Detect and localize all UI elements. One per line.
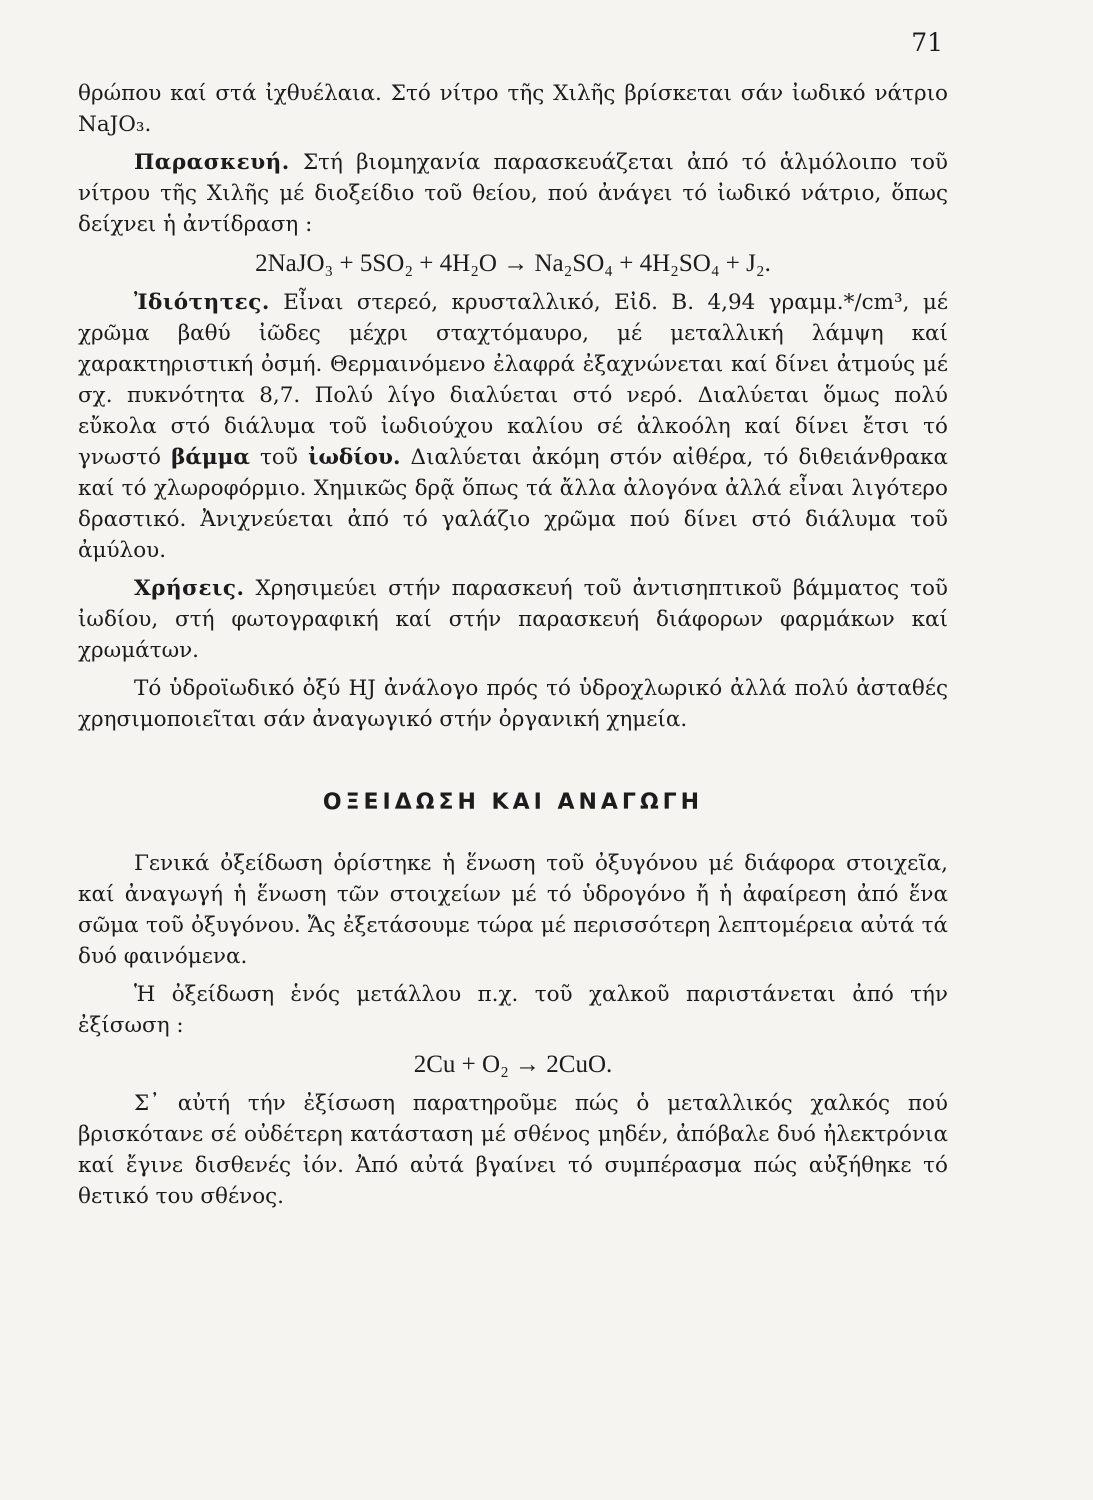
uses-text: Χρησιμεύει στήν παρασκευή τοῦ ἀντισηπτικοῦ βάμματος τοῦ ἰωδίου, στή φωτογραφική καί στήν παρασκευή διάφορων φαρμάκων καί χρωμάτων. bbox=[78, 576, 948, 663]
paragraph-sources: θρώπου καί στά ἰχθυέλαια. Στό νίτρο τῆς Χιλῆς βρίσκεται σάν ἰωδικό νάτριο NaJO₃. bbox=[78, 81, 948, 137]
page-content bbox=[78, 78, 948, 1219]
properties-bold-iodine: ἰωδίου. bbox=[308, 445, 401, 470]
paragraph-uses bbox=[78, 573, 948, 666]
properties-text-a: Εἶναι στερεό, κρυσταλλικό, Εἰδ. Β. 4,94 γραμμ.*/cm³, μέ χρῶμα βαθύ ἰῶδες μέχρι σταχτόμαυρο, μέ μεταλλική λάμψη καί χαρακτηριστική ὀσμή. Θερμαινόμενο ἐλαφρά ἐξαχνώνεται καί δίνει ἀτμούς μέ σχ. πυκνότητα 8,7. Πολύ λίγο διαλύεται στό νερό. Διαλύεται ὅμως πολύ εὔκολα στό διάλυμα τοῦ ἰωδιούχου καλίου σέ ἀλκοόλη καί δίνει ἔτσι τό γνωστό bbox=[78, 290, 948, 470]
paragraph-hydroiodic-acid: Τό ὑδροϊωδικό ὀξύ HJ ἀνάλογο πρός τό ὑδροχλωρικό ἀλλά πολύ ἀσταθές χρησιμοποιεῖται σάν ἀναγωγικό στήν ὀργανική χημεία. bbox=[78, 676, 948, 732]
heading-preparation: Παρασκευή. bbox=[134, 150, 290, 175]
heading-properties: Ἰδιότητες. bbox=[134, 290, 270, 315]
properties-text-c: Διαλύεται ἀκόμη στόν αἰθέρα, τό διθειάνθρακα καί τό χλωροφόρμιο. Χημικῶς δρᾷ ὅπως τά ἄλλα ἀλογόνα ἀλλά εἶναι λιγότερο δραστικό. Ἀνιχνεύεται ἀπό τό γαλάζιο χρῶμα πού δίνει στό διάλυμα τοῦ ἀμύλου. bbox=[78, 445, 948, 563]
preparation-text: Στή βιομηχανία παρασκευάζεται ἀπό τό ἁλμόλοιπο τοῦ νίτρου τῆς Χιλῆς μέ διοξείδιο τοῦ θείου, πού ἀνάγει τό ἰωδικό νάτριο, ὅπως δείχνει ἡ ἀντίδραση : bbox=[78, 150, 948, 237]
paragraph-conclusion: Σ᾽ αὐτή τήν ἐξίσωση παρατηροῦμε πώς ὁ μεταλλικός χαλκός πού βρισκότανε σέ οὐδέτερη κατάσταση μέ σθένος μηδέν, ἀπόβαλε δυό ἠλεκτρόνια καί ἔγινε δισθενές ἰόν. Ἀπό αὐτά βγαίνει τό συμπέρασμα πώς αὐξήθηκε τό θετικό του σθένος. bbox=[78, 1091, 948, 1209]
section-title: ΟΞΕΙΔΩΣΗ ΚΑΙ ΑΝΑΓΩΓΗ bbox=[322, 790, 704, 815]
paragraph-oxidation-intro: Γενικά ὀξείδωση ὁρίστηκε ἡ ἕνωση τοῦ ὀξυγόνου μέ διάφορα στοιχεῖα, καί ἀναγωγή ἡ ἕνωση τῶν στοιχείων μέ τό ὑδρογόνο ἤ ἡ ἀφαίρεση ἀπό ἕνα σῶμα τοῦ ὀξυγόνου. Ἄς ἐξετάσουμε τώρα μέ περισσότερη λεπτομέρεια αὐτά τά δυό φαινόμενα. bbox=[78, 851, 948, 969]
paragraph-preparation bbox=[78, 147, 948, 240]
paragraph-properties bbox=[78, 287, 948, 566]
properties-text-b: τοῦ bbox=[249, 445, 309, 470]
paragraph-copper-oxidation: Ἡ ὀξείδωση ἑνός μετάλλου π.χ. τοῦ χαλκοῦ παριστάνεται ἀπό τήν ἐξίσωση : bbox=[78, 982, 948, 1038]
properties-bold-tincture: βάμμα bbox=[171, 445, 250, 470]
equation-iodate-reduction: 2NaJO₃ + 5SO₂ + 4H₂O → Na₂SO₄ + 4H₂SO₄ + J₂. bbox=[255, 250, 771, 277]
equation-copper-oxide: 2Cu + O₂ → 2CuO. bbox=[413, 1051, 613, 1078]
page-number: 71 bbox=[911, 28, 943, 57]
heading-uses: Χρήσεις. bbox=[134, 576, 245, 601]
